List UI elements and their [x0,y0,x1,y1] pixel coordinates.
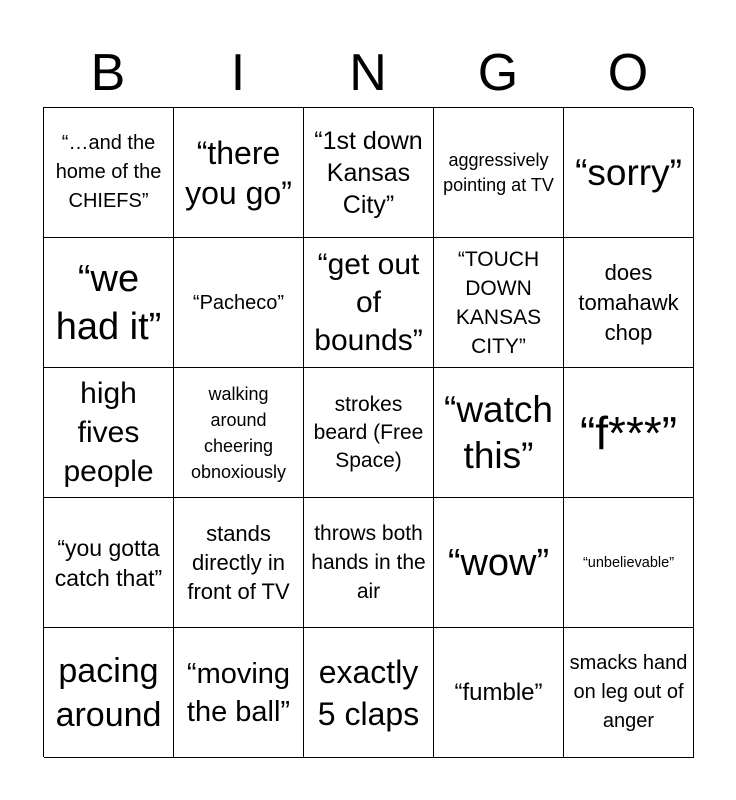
bingo-cell[interactable]: “…and the home of the CHIEFS” [44,108,174,238]
bingo-cell[interactable]: “get out of bounds” [304,238,434,368]
bingo-cell[interactable]: “unbelievable” [564,498,694,628]
bingo-header [43,38,693,108]
header-letter-i: I [230,44,246,102]
bingo-cell[interactable]: does tomahawk chop [564,238,694,368]
bingo-cell[interactable]: “moving the ball” [174,628,304,758]
bingo-cell-free-space[interactable]: strokes beard (Free Space) [304,368,434,498]
bingo-cell[interactable]: “Pacheco” [174,238,304,368]
bingo-cell[interactable]: exactly 5 claps [304,628,434,758]
bingo-cell[interactable]: “there you go” [174,108,304,238]
bingo-cell[interactable]: stands directly in front of TV [174,498,304,628]
bingo-cell[interactable]: “you gotta catch that” [44,498,174,628]
bingo-cell[interactable]: “wow” [434,498,564,628]
header-letter-n: N [349,44,387,102]
bingo-cell[interactable]: “we had it” [44,238,174,368]
bingo-cell[interactable]: smacks hand on leg out of anger [564,628,694,758]
bingo-cell[interactable]: high fives people [44,368,174,498]
bingo-grid [43,107,693,757]
bingo-cell[interactable]: “TOUCH DOWN KANSAS CITY” [434,238,564,368]
bingo-cell[interactable]: “watch this” [434,368,564,498]
bingo-cell[interactable]: walking around cheering obnoxiously [174,368,304,498]
header-letter-g: G [477,44,519,102]
header-letter-b: B [90,44,126,102]
bingo-cell[interactable]: “f***” [564,368,694,498]
bingo-cell[interactable]: “1st down Kansas City” [304,108,434,238]
bingo-cell[interactable]: pacing around [44,628,174,758]
bingo-cell[interactable]: “fumble” [434,628,564,758]
bingo-cell[interactable]: “sorry” [564,108,694,238]
header-letter-o: O [607,44,649,102]
bingo-cell[interactable]: throws both hands in the air [304,498,434,628]
bingo-cell[interactable]: aggressively pointing at TV [434,108,564,238]
